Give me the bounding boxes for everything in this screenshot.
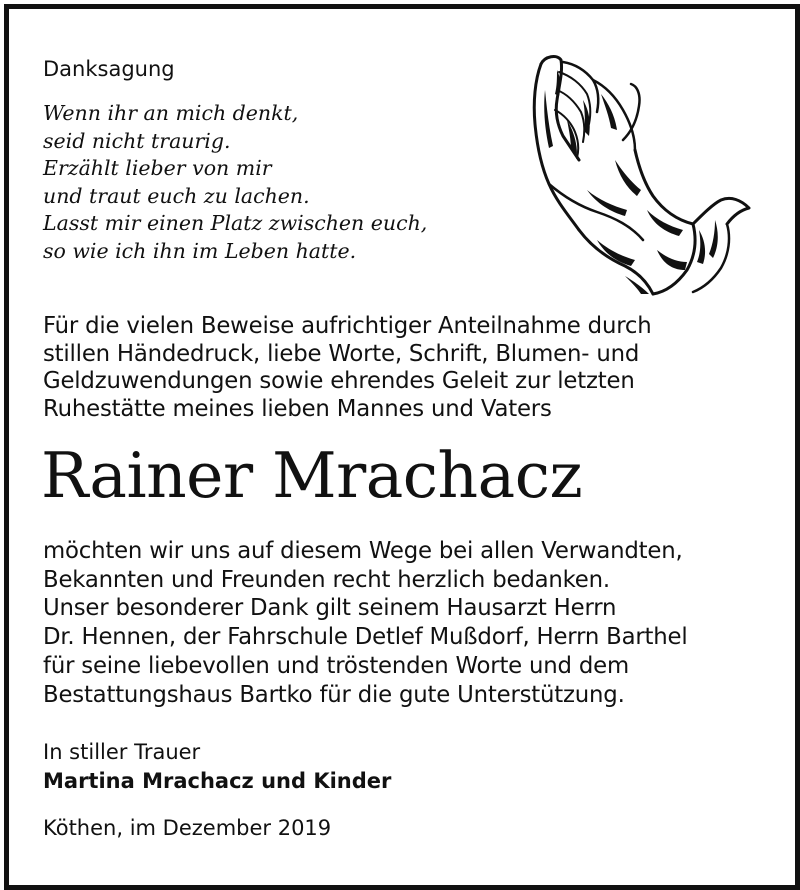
praying-hands-icon xyxy=(527,50,755,297)
intro-line: Geldzuwendungen sowie ehrendes Geleit zur letzten xyxy=(43,368,635,395)
intro-paragraph xyxy=(43,313,651,423)
thanks-line: möchten wir uns auf diesem Wege bei allen Verwandten, xyxy=(43,538,683,564)
poem-line: Wenn ihr an mich denkt, xyxy=(43,101,299,125)
intro-line: Ruhestätte meines lieben Mannes und Vaters xyxy=(43,395,552,422)
thanks-line: Bekannten und Freunden recht herzlich bedanken. xyxy=(43,566,610,593)
thanks-line: Unser besonderer Dank gilt seinem Hausarzt Herrn xyxy=(43,595,617,622)
thanks-line: Dr. Hennen, der Fahrschule Detlef Mußdorf, Herrn Barthel xyxy=(43,624,688,651)
thanks-line: Bestattungshaus Bartko für die gute Unterstützung. xyxy=(43,681,625,708)
poem-line: seid nicht traurig. xyxy=(43,128,231,153)
notice-heading: Danksagung xyxy=(43,57,175,81)
intro-line: Für die vielen Beweise aufrichtiger Anteilnahme durch xyxy=(43,313,652,339)
intro-line: stillen Händedruck, liebe Worte, Schrift, Blumen- und xyxy=(43,340,640,367)
mourning-phrase: In stiller Trauer xyxy=(43,740,201,764)
deceased-name: Rainer Mrachacz xyxy=(41,439,583,512)
poem xyxy=(43,100,427,266)
place-date: Köthen, im Dezember 2019 xyxy=(43,816,332,840)
poem-line: Erzählt lieber von mir xyxy=(43,156,272,181)
thanks-paragraph xyxy=(43,537,687,709)
poem-line: Lasst mir einen Platz zwischen euch, xyxy=(43,211,428,236)
thanks-line: für seine liebevollen und tröstenden Worte und dem xyxy=(43,652,629,679)
poem-line: und traut euch zu lachen. xyxy=(43,183,310,208)
signers: Martina Mrachacz und Kinder xyxy=(43,769,392,793)
poem-line: so wie ich ihn im Leben hatte. xyxy=(43,238,357,263)
